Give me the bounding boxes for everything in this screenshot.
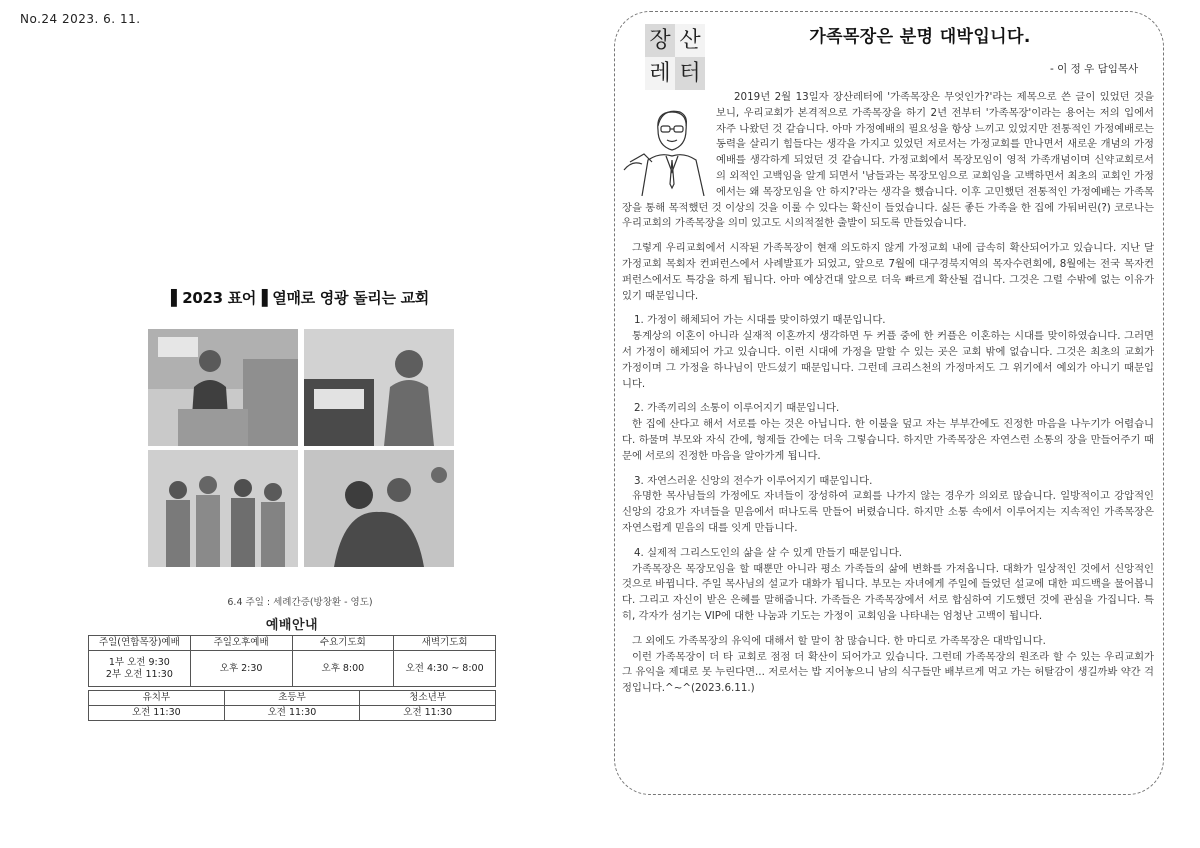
school-header: 초등부 bbox=[224, 691, 360, 706]
photo-caption: 6.4 주일 : 세례간증(방창환 - 영도) bbox=[227, 597, 373, 608]
worship-table bbox=[88, 635, 496, 687]
point-text: 유명한 목사님들의 가정에도 자녀들이 장성하여 교회를 나가지 않는 경우가 의외로 많습니다. 일방적이고 강압적인 신앙의 강요가 자녀들을 믿음에서 떠나도록 만들어 버렸습니다. 하지만 소통 속에서 이루어지는 지속적인 가족목장은 자연스럽게 믿음의 대를 잇게 만듭니다. bbox=[622, 490, 1154, 534]
point-heading: 2. 가족끼리의 소통이 이루어지기 때문입니다. bbox=[634, 402, 840, 415]
point-2 bbox=[622, 401, 1154, 464]
photo-congregation bbox=[148, 450, 298, 567]
point-4 bbox=[622, 546, 1154, 625]
badge-char: 산 bbox=[675, 24, 705, 57]
letter-body bbox=[622, 90, 1154, 706]
point-1 bbox=[622, 313, 1154, 392]
point-3 bbox=[622, 474, 1154, 537]
badge-char: 레 bbox=[645, 57, 675, 90]
school-header: 청소년부 bbox=[360, 691, 496, 706]
school-header: 유치부 bbox=[89, 691, 225, 706]
point-heading: 3. 자연스러운 신앙의 전수가 이루어지기 때문입니다. bbox=[634, 474, 873, 487]
photo-embrace bbox=[304, 450, 454, 567]
worship-title: 예배안내 bbox=[265, 618, 319, 633]
school-time: 오전 11:30 bbox=[89, 706, 225, 721]
point-heading: 1. 가정이 해체되어 가는 시대를 맞이하였기 때문입니다. bbox=[634, 314, 886, 327]
worship-header: 주일오후예배 bbox=[190, 636, 292, 651]
photo-preacher bbox=[148, 329, 298, 446]
worship-guide bbox=[88, 616, 496, 721]
school-time: 오전 11:30 bbox=[360, 706, 496, 721]
motto-title: ▌2023 표어▐ 열매로 영광 돌리는 교회 bbox=[171, 289, 429, 307]
point-text: 가족목장은 목장모임을 할 때뿐만 아니라 평소 가족들의 삶에 변화를 가져옵니다. 대화가 일상적인 것에서 신앙적인 것으로 바뀝니다. 주일 목사님의 설교가 대화가 됩니다. 부모는 자녀에게 주일에 들었던 설교에 대한 피드백을 물어봅니다. 그리고 자신이 받은 은혜를 말해줍니다. 가족들은 가족목장에서 서로 합심하여 기도했던 것에 관심을 가집니다. 특히, 각자가 섬기는 VIP에 대한 나눔과 기도는 가정이 교회임을 나타내는 엄청난 고백이 됩니다. bbox=[622, 562, 1154, 622]
point-text: 통계상의 이혼이 아니라 실재적 이혼까지 생각하면 두 커플 중에 한 커플은 이혼하는 시대를 맞이하였습니다. 그러면서 가정이 해체되어 가고 있습니다. 이런 시대에 가정을 말할 수 있는 곳은 교회 밖에 없습니다. 그것은 최초의 교회가 가정이며 그 가정을 하나님이 만드셨기 때문입니다. 그런데 크리스천의 가정마저도 그 위기에서 예외가 아니기 때문입니다. bbox=[622, 330, 1154, 390]
letter-author: - 이 정 우 담임목사 bbox=[1050, 63, 1139, 75]
letter-paragraph: 2019년 2월 13일자 장산레터에 '가족목장은 무엇인가?'라는 제목으로 쓴 글이 있었던 것을 보니, 우리교회가 본격적으로 가족목장을 하기 2년 전부터 '가족목장'이라는 용어는 저의 입에서 자주 나왔던 것 같습니다. 아마 가정예배의 필요성을 항상 느끼고 있었지만 전통적인 가정예배로는 동력을 살리기 힘들다는 생각을 가지고 있었던 저로서는 가정교회를 만나면서 새로운 개념의 가정예배를 생각하게 되었던 것 같습니다. 가정교회에서 목장모임이 영적 가족개념이며 신약교회로서의 외적인 고백임을 알게 되면서 '남들과는 목장모임으로 교회임을 고백하면서 최초의 교회인 가정에서는 왜 목장모임을 안 하지?'라는 생각을 했습니다. 이후 고민했던 전통적인 가정예배는 가족목장을 통해 목적했던 것 이상의 것을 이룰 수 있다는 확신이 들었습니다. 싫든 좋든 가족을 한 집에 가둬버린(?) 코로나는 우리교회의 가족목장을 의미 있고도 시의적절한 출발이 되도록 만들었습니다. bbox=[622, 91, 1154, 230]
worship-header: 수요기도회 bbox=[292, 636, 394, 651]
letter-title: 가족목장은 분명 대박입니다. bbox=[809, 27, 1031, 47]
badge-char: 터 bbox=[675, 57, 705, 90]
point-text: 한 집에 산다고 해서 서로를 아는 것은 아닙니다. 한 이불을 덮고 자는 부부간에도 진정한 마음을 나누기가 어렵습니다. 하물며 부모와 자식 간에, 형제들 간에는 더욱 그렇습니다. 하지만 가족목장은 자연스런 소통의 장을 만들어주기 때문에 서로의 진정한 마음을 알아가게 됩니다. bbox=[622, 418, 1154, 462]
issue-date: No.24 2023. 6. 11. bbox=[20, 12, 141, 26]
worship-time: 오후 2:30 bbox=[190, 651, 292, 687]
closing-paragraph: 이런 가족목장이 더 타 교회로 점점 더 확산이 되어가고 있습니다. 그런데 가족목장의 원조라 할 수 있는 우리교회가 그 유익을 제대로 못 누린다면... 저로서는 밥 지어놓으니 남의 식구들만 배부르게 먹고 가는 허탈감이 생길까봐 약간 걱정입니다.^~^(2023.6.11.) bbox=[622, 650, 1154, 695]
jangsan-letter-badge bbox=[645, 24, 705, 90]
worship-header: 새벽기도회 bbox=[394, 636, 496, 651]
worship-time: 오전 4:30 ~ 8:00 bbox=[394, 651, 496, 687]
photo-piano bbox=[304, 329, 454, 446]
letter-paragraph: 그렇게 우리교회에서 시작된 가족목장이 현재 의도하지 않게 가정교회 내에 급속히 확산되어가고 있습니다. 지난 달 가정교회 목회자 컨퍼런스에서 사례발표가 되었고, 앞으로 7월에 대구경북지역의 목자수련회에, 8월에는 전국 목자컨퍼런스에서도 특강을 하게 됩니다. 아마 예상건대 앞으로 더욱 빠르게 확산될 겁니다. 그것은 그럴 수밖에 없는 이유가 있기 때문입니다. bbox=[622, 242, 1154, 302]
school-time: 오전 11:30 bbox=[224, 706, 360, 721]
point-heading: 4. 실제적 그리스도인의 삶을 살 수 있게 만들기 때문입니다. bbox=[634, 546, 903, 559]
worship-time: 오후 8:00 bbox=[292, 651, 394, 687]
badge-char: 장 bbox=[645, 24, 675, 57]
worship-time: 1부 오전 9:30 2부 오전 11:30 bbox=[89, 651, 191, 687]
closing-paragraph: 그 외에도 가족목장의 유익에 대해서 할 말이 참 많습니다. 한 마디로 가족목장은 대박입니다. bbox=[632, 634, 1046, 647]
worship-header: 주일(연합목장)예배 bbox=[89, 636, 191, 651]
photo-grid bbox=[148, 329, 454, 567]
school-table bbox=[88, 690, 496, 721]
